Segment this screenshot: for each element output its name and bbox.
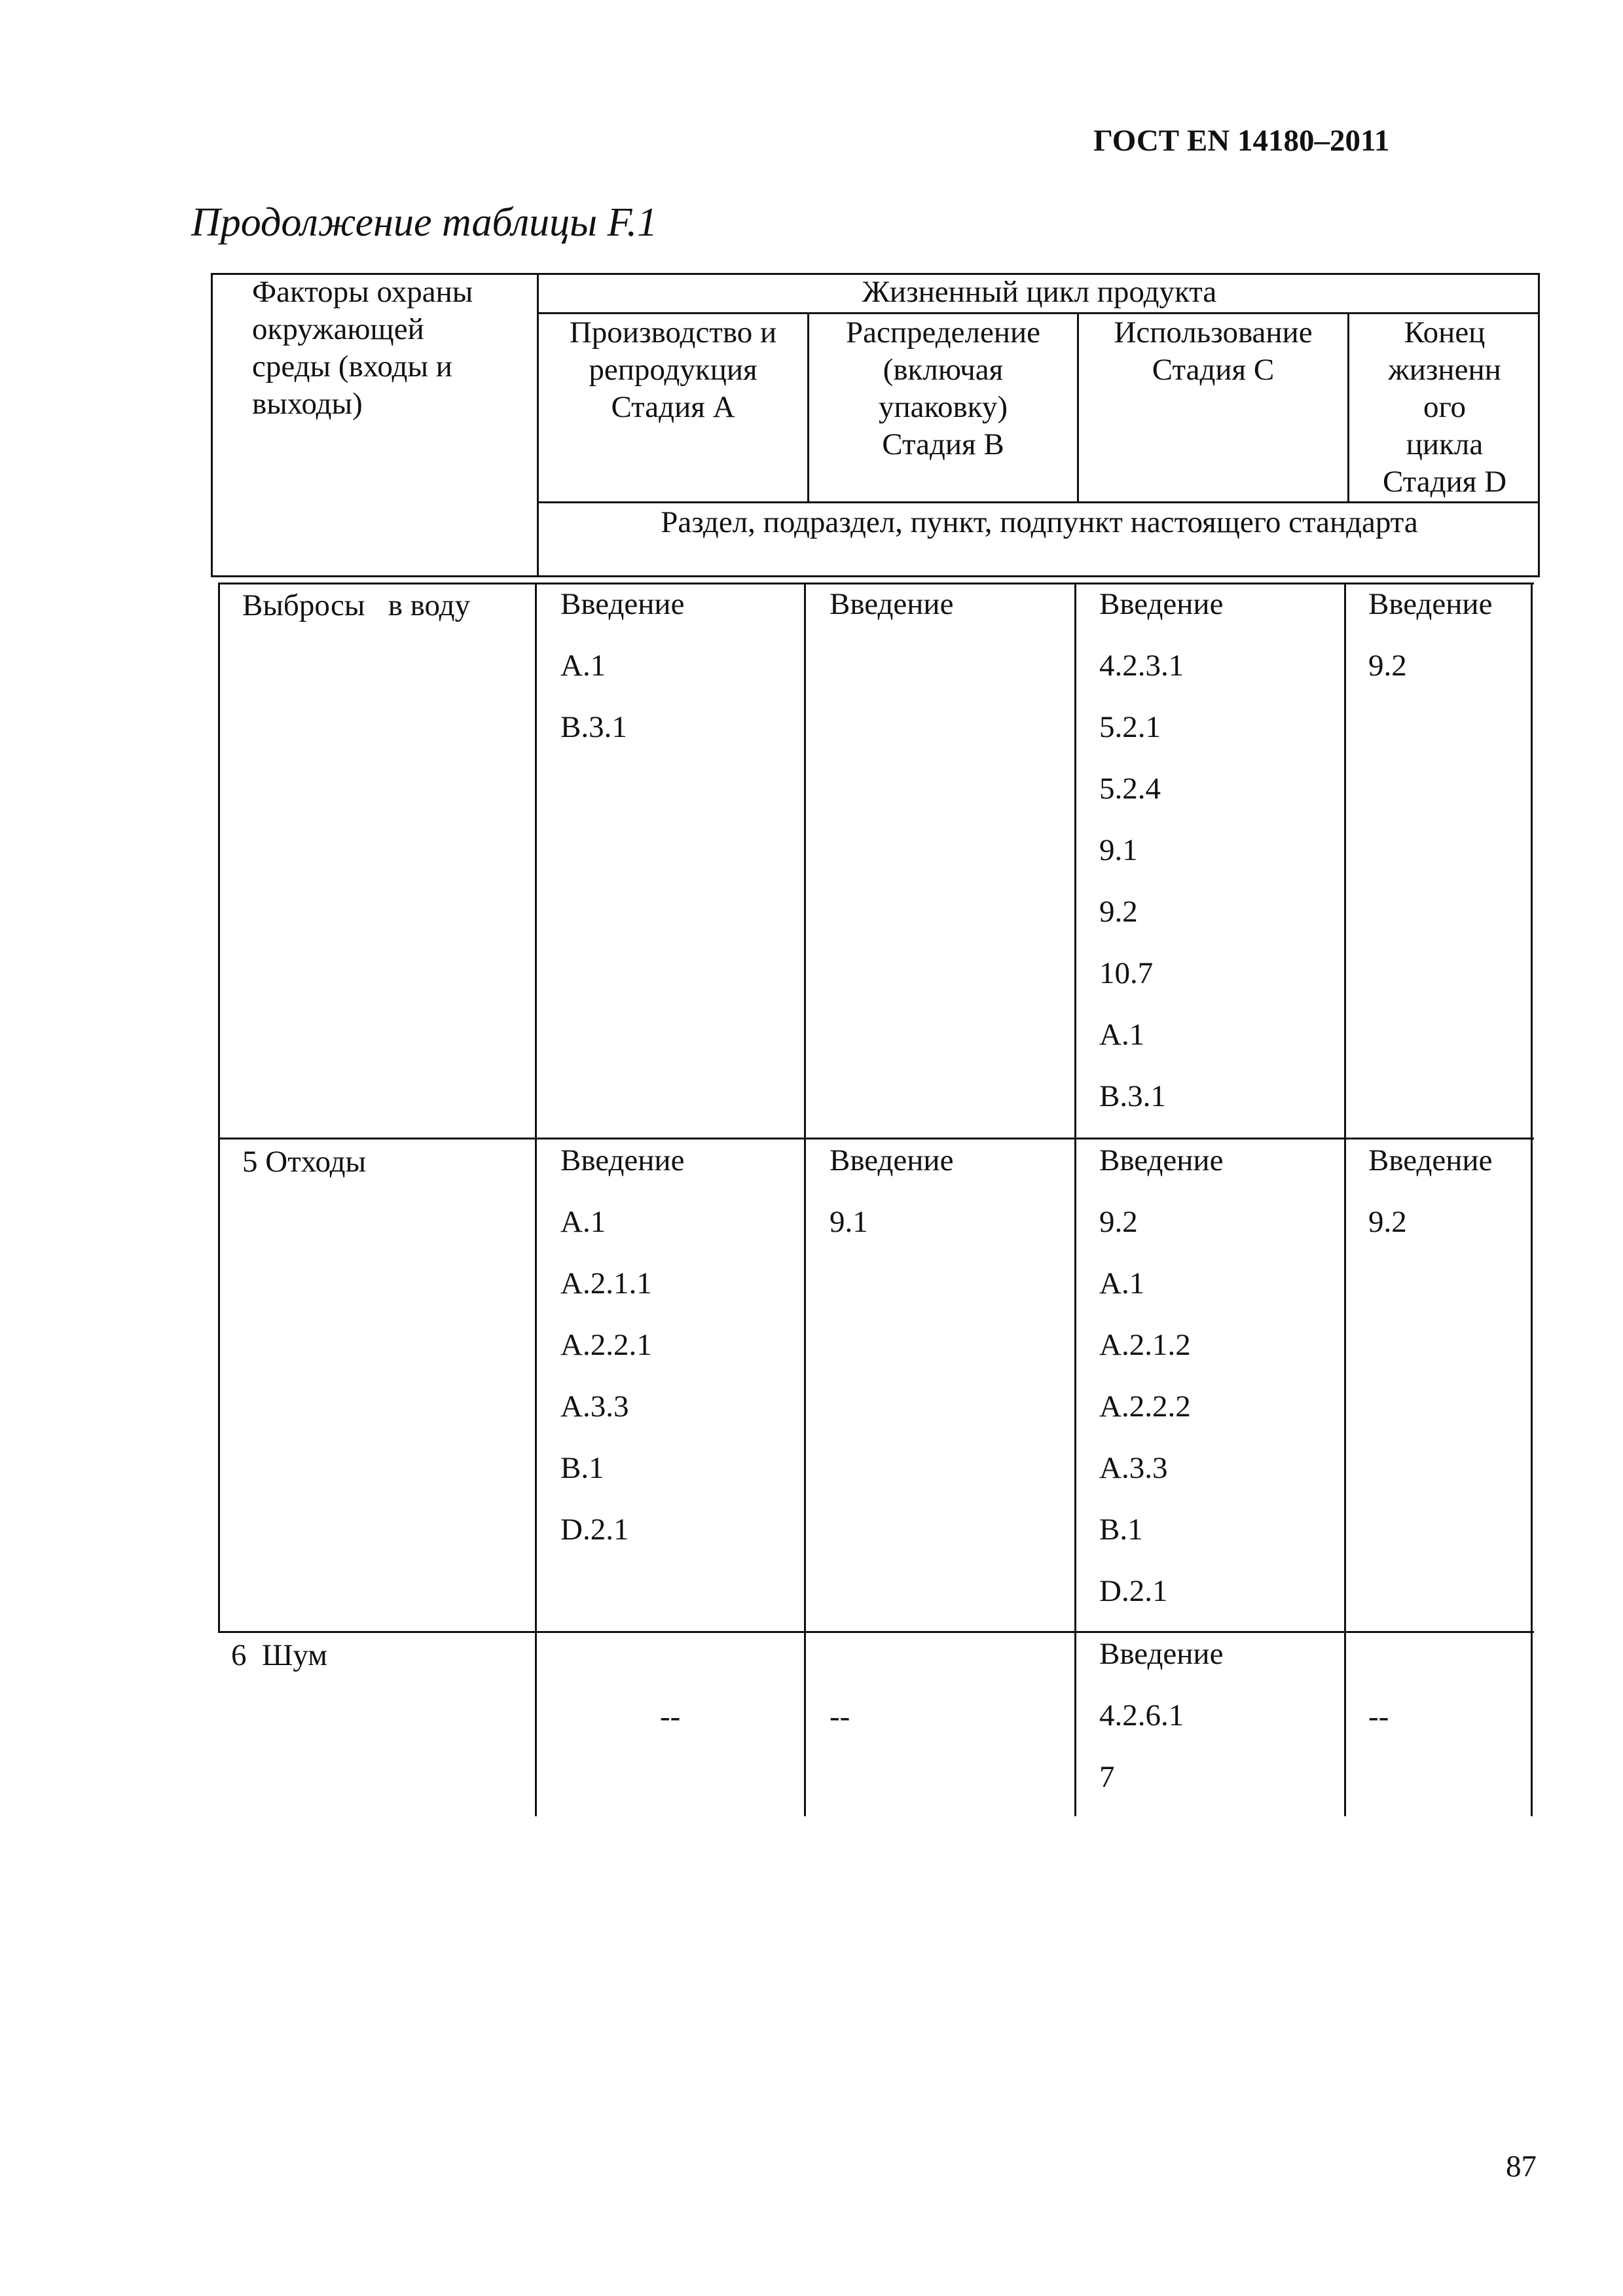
reference-item: 10.7 <box>1099 956 1154 990</box>
reference-item: A.2.1.1 <box>560 1266 652 1300</box>
reference-item: D.2.1 <box>560 1513 629 1547</box>
reference-item: Введение <box>830 587 954 621</box>
table-row-line <box>218 583 1534 584</box>
reference-item: Введение <box>1368 1143 1493 1177</box>
row2-stage-a-refs <box>560 1144 684 1575</box>
header-stage-line: Стадия В <box>882 427 1004 461</box>
reference-item: B.3.1 <box>1099 1079 1166 1113</box>
table-column-line <box>218 1138 220 1633</box>
table-column-line <box>1344 583 1346 1816</box>
header-stage-line: жизненн <box>1388 353 1501 387</box>
reference-item: A.1 <box>560 649 606 683</box>
row1-stage-b-refs <box>830 588 953 649</box>
header-reference: Раздел, подраздел, пункт, подпункт настоящего стандарта <box>661 505 1418 539</box>
reference-item: A.3.3 <box>560 1390 629 1424</box>
header-stage-line: Стадия D <box>1382 465 1507 499</box>
reference-item: Введение <box>1099 587 1224 621</box>
header-stage-line: Использование <box>1114 315 1313 350</box>
table-row-line <box>218 1138 1534 1139</box>
reference-item: B.1 <box>560 1451 604 1485</box>
row1-stage-d-refs <box>1368 588 1492 711</box>
row3-stage-a-dash: -- <box>660 1700 681 1734</box>
header-lifecycle: Жизненный цикл продукта <box>862 275 1217 309</box>
reference-item: Введение <box>1099 1143 1224 1177</box>
document-standard-id: ГОСТ EN 14180–2011 <box>1093 124 1390 158</box>
header-stage-line: упаковку) <box>879 390 1008 424</box>
reference-item: Введение <box>1368 587 1493 621</box>
table-column-line <box>218 583 220 1138</box>
reference-item: Введение <box>560 1143 685 1177</box>
header-stage-line: цикла <box>1406 427 1484 461</box>
header-divider <box>537 501 1540 503</box>
reference-item: A.1 <box>560 1205 606 1239</box>
header-stage-line: Распределение <box>845 315 1040 350</box>
header-stage-line: Стадия С <box>1152 353 1275 387</box>
row1-stage-c-refs <box>1099 588 1223 1141</box>
reference-item: 4.2.3.1 <box>1099 649 1184 683</box>
row3-stage-d-dash: -- <box>1368 1700 1389 1734</box>
table-column-line <box>804 583 806 1816</box>
reference-item: 5.2.1 <box>1099 710 1161 744</box>
header-factors-line: выходы) <box>252 387 363 421</box>
reference-item: 9.1 <box>1099 833 1138 867</box>
reference-item: 9.2 <box>1099 895 1138 929</box>
header-factors-line: среды (входы и <box>252 350 452 384</box>
header-stage-line: Конец <box>1404 315 1486 350</box>
reference-item: D.2.1 <box>1099 1574 1168 1608</box>
row3-stage-b-dash: -- <box>830 1700 850 1734</box>
header-stage-line: Производство и <box>569 315 777 350</box>
reference-item: B.1 <box>1099 1513 1143 1547</box>
reference-item: A.2.2.1 <box>560 1328 652 1362</box>
reference-item: 9.2 <box>1368 649 1407 683</box>
row3-stage-c-refs <box>1099 1638 1223 1822</box>
row-factor-waste: 5 Отходы <box>242 1145 367 1179</box>
reference-item: B.3.1 <box>560 710 627 744</box>
reference-item: 5.2.4 <box>1099 772 1161 806</box>
row-factor-water-emissions: Выбросы в воду <box>242 588 471 622</box>
reference-item: A.1 <box>1099 1018 1145 1052</box>
header-stage-line: ого <box>1423 390 1467 424</box>
header-stage-line: репродукция <box>589 353 757 387</box>
header-stage-a <box>539 314 807 426</box>
reference-item: 9.1 <box>830 1205 868 1239</box>
table-column-line <box>535 583 537 1816</box>
reference-item: 7 <box>1099 1760 1115 1794</box>
reference-item: A.2.1.2 <box>1099 1328 1191 1362</box>
row2-stage-c-refs <box>1099 1144 1223 1636</box>
header-stage-c <box>1079 314 1347 389</box>
reference-item: A.3.3 <box>1099 1451 1168 1485</box>
row1-stage-a-refs <box>560 588 684 772</box>
reference-item: Введение <box>1099 1637 1224 1671</box>
reference-item: Введение <box>830 1143 954 1177</box>
header-factors <box>252 274 520 423</box>
table-header <box>211 273 1540 577</box>
table-row-line <box>218 1631 1534 1633</box>
table-body <box>218 583 1534 1826</box>
table-caption: Продолжение таблицы F.1 <box>191 200 658 245</box>
table-column-line <box>1531 583 1533 1816</box>
header-factors-line: Факторы охраны <box>252 275 473 309</box>
header-stage-b <box>809 314 1077 463</box>
reference-item: 4.2.6.1 <box>1099 1698 1184 1732</box>
row-factor-noise: 6 Шум <box>231 1638 328 1672</box>
row2-stage-b-refs <box>830 1144 953 1267</box>
reference-item: A.2.2.2 <box>1099 1390 1191 1424</box>
header-stage-line: Стадия А <box>611 390 735 424</box>
table-column-line <box>1074 583 1076 1816</box>
page-number: 87 <box>1506 2149 1537 2183</box>
reference-item: 9.2 <box>1368 1205 1407 1239</box>
reference-item: A.1 <box>1099 1266 1145 1300</box>
header-factors-line: окружающей <box>252 312 424 346</box>
header-stage-d <box>1349 314 1540 501</box>
header-stage-line: (включая <box>883 353 1004 387</box>
row2-stage-d-refs <box>1368 1144 1492 1267</box>
reference-item: 9.2 <box>1099 1205 1138 1239</box>
reference-item: Введение <box>560 587 685 621</box>
